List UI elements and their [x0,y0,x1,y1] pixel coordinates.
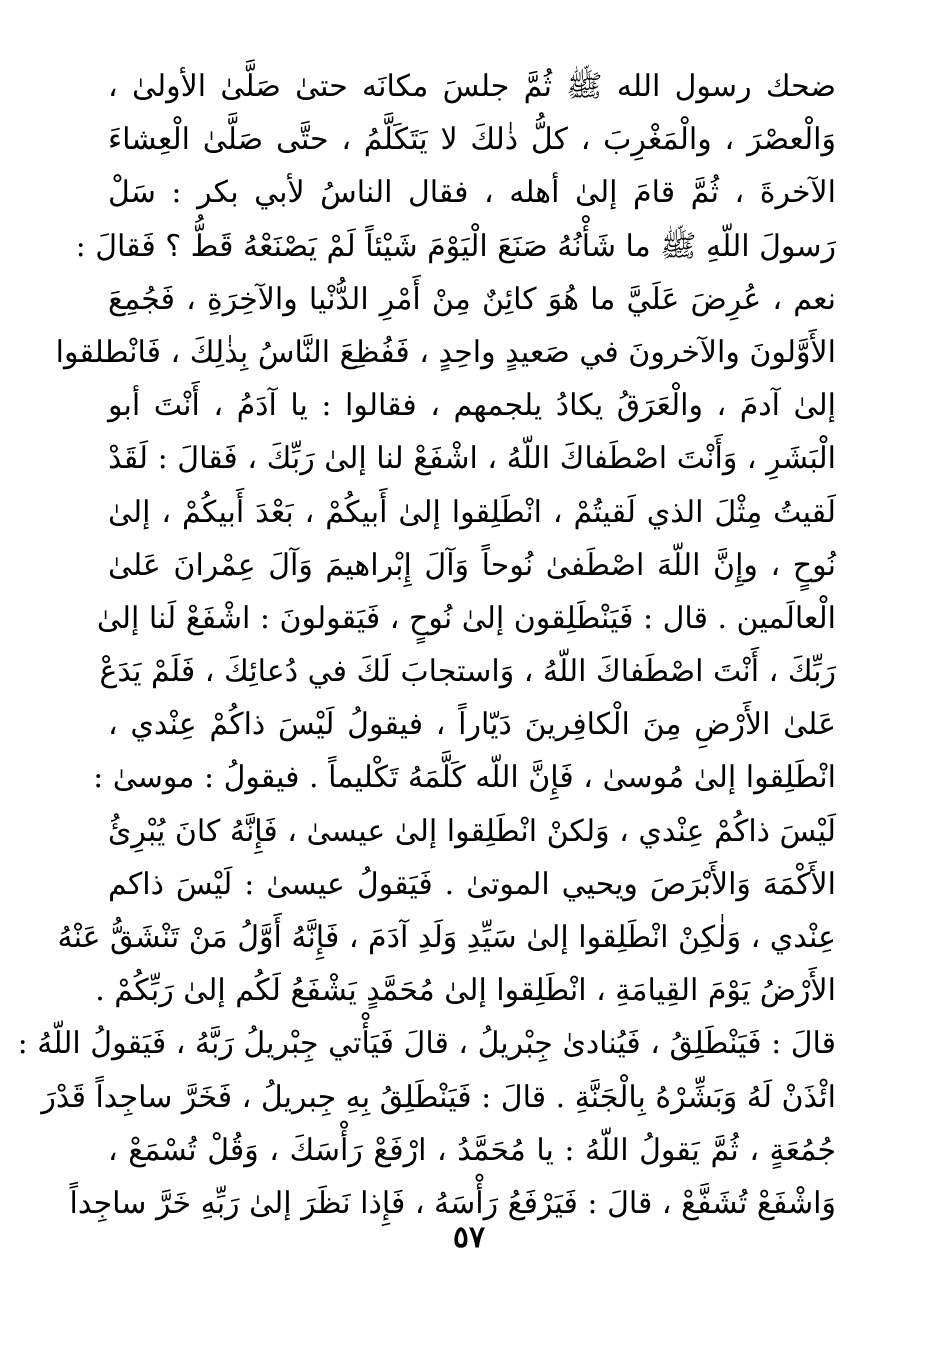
text-line: الأَكْمَهَ وَالأَبْرَصَ ويحيي الموتىٰ . فَيَقولُ عيسىٰ : لَيْسَ ذاكم [108,866,836,902]
text-line: رَبِّكَ ، أَنْتَ اصْطَفاكَ اللّهُ ، وَاستجابَ لَكَ في دُعائِكَ ، فَلَمْ يَدَعْ [99,654,836,690]
page-number: ٥٧ [452,1220,486,1255]
text-line: نُوحٍ ، وإِنَّ اللّهَ اصْطَفىٰ نُوحاً وَآلَ إِبْراهيمَ وَآلَ عِمْرانَ عَلىٰ [108,547,836,583]
text-line: انْطَلِقوا إلىٰ مُوسىٰ ، فَإِنَّ اللّه كَلَّمَهُ تَكْليماً . فيقولُ : موسىٰ : [93,760,836,796]
text-line: عَلىٰ الأَرْضِ مِنَ الْكافِرينَ دَيّاراً ، فيقولُ لَيْسَ ذاكُمْ عِنْدي ، [108,707,836,743]
body-text [17,60,836,1230]
text-line: الأَوَّلونَ والآخرونَ في صَعيدٍ واحِدٍ ، فَفُظِعَ النَّاسُ بِذٰلِكَ ، فَانْطلقوا [55,334,836,370]
text-line: نعم ، عُرِضَ عَلَيَّ ما هُوَ كائِنٌ مِنْ أَمْرِ الدُّنْيا والآخِرَةِ ، فَجُمِعَ [108,281,836,317]
text-line: الْبَشَرِ ، وَأَنْتَ اصْطَفاكَ اللّهُ ، اشْفَعْ لنا إلىٰ رَبِّكَ ، فَقالَ : لَقَدْ [108,441,836,477]
text-line: لَقيتُ مِثْلَ الذي لَقيتُمْ ، انْطَلِقوا إلىٰ أَبيكُمْ ، بَعْدَ أَبيكُمْ ، إلىٰ [108,494,836,530]
text-line: ضحك رسول الله ﷺ ثُمَّ جلسَ مكانَه حتىٰ صَلَّىٰ الأولىٰ ، [108,69,836,104]
text-line: رَسولَ اللّهِ ﷺ ما شَأْنُهُ صَنَعَ الْيَوْمَ شَيْئاً لَمْ يَصْنَعْهُ قَطُّ ؟ فَقالَ : [75,228,836,264]
text-line: وَالْعصْرَ ، والْمَغْرِبَ ، كلُّ ذٰلكَ لا يَتَكَلَّمُ ، حتَّى صَلَّىٰ الْعِشاءَ [108,122,836,158]
text-line: قالَ : فَيَنْطَلِقُ ، فَيُنادىٰ جِبْريلُ ، قالَ فَيَأْتي جِبْريلُ رَبَّهُ ، فَيَقولُ اللّهُ : [17,1026,836,1062]
text-line: وَاشْفَعْ تُشَفَّعْ ، قالَ : فَيَرْفَعُ رَأْسَهُ ، فَإِذا نَظَرَ إلىٰ رَبِّهِ خَرَّ ساجِداً [69,1185,836,1221]
text-line: جُمُعَةٍ ، ثُمَّ يَقولُ اللّهُ : يا مُحَمَّدُ ، ارْفَعْ رَأْسَكَ ، وَقُلْ تُسْمَعْ ، [108,1132,836,1168]
text-line: عِنْدي ، وَلٰكِنْ انْطَلِقوا إلىٰ سَيِّدِ وَلَدِ آدَمَ ، فَإِنَّهُ أَوَّلُ مَنْ تَنْشَقُّ عَنْهُ [57,920,836,955]
text-line: لَيْسَ ذاكُمْ عِنْدي ، وَلكنْ انْطَلِقوا إلىٰ عيسىٰ ، فَإِنَّهُ كانَ يُبْرِئُ [107,813,836,849]
text-line: الأَرْضُ يَوْمَ القِيامَةِ ، انْطَلِقوا إلىٰ مُحَمَّدٍ يَشْفَعُ لَكُم إلىٰ رَبِّكُمْ . [95,973,836,1009]
text-line: الْعالَمين . قال : فَيَنْطَلِقون إلىٰ نُوحٍ ، فَيَقولونَ : اشْفَعْ لَنا إلىٰ [96,600,836,636]
text-line: ائْذَنْ لَهُ وَبَشِّرْهُ بِالْجَنَّةِ . قالَ : فَيَنْطَلِقُ بِهِ جِبريلُ ، فَخَرَّ ساجِداً قَدْرَ [41,1079,836,1115]
text-line: إلىٰ آدمَ ، والْعَرَقُ يكادُ يلجمهم ، فقالوا : يا آدَمُ ، أَنْتَ أبو [108,388,836,424]
text-line: الآخرةَ ، ثُمَّ قامَ إلىٰ أهله ، فقال الناسُ لأبي بكر : سَلْ [108,175,836,211]
